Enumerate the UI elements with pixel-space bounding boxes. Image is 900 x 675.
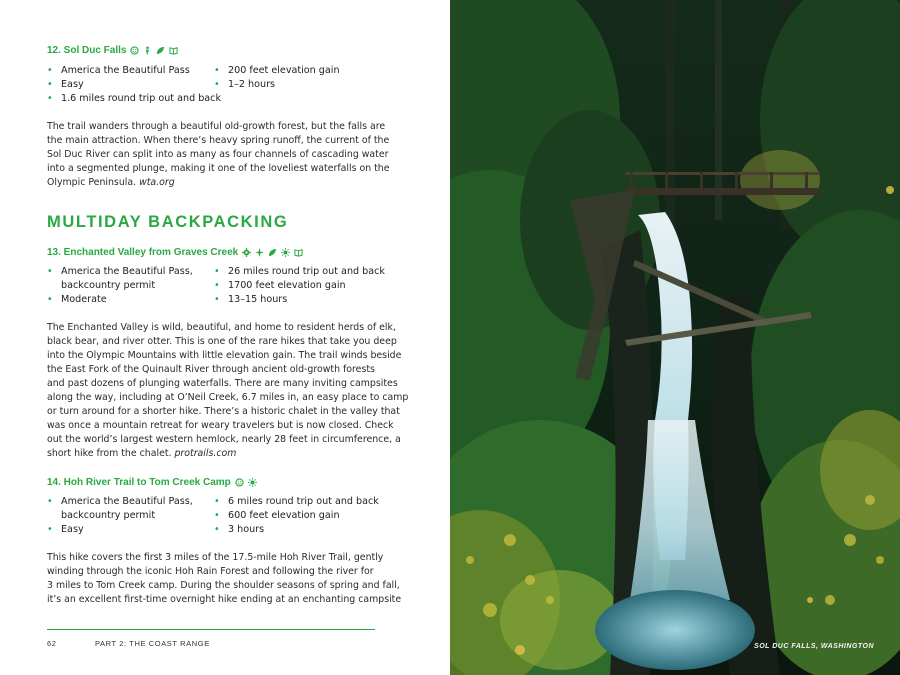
footer-rule xyxy=(47,629,375,630)
hike-12-title-text: 12. Sol Duc Falls xyxy=(47,45,127,56)
photo-caption: SOL DUC FALLS, WASHINGTON xyxy=(754,643,874,650)
sun-icon xyxy=(248,478,257,487)
hike-12-distance: • 1.6 miles round trip out and back xyxy=(47,93,222,104)
hike-12-source: wta.org xyxy=(139,177,175,188)
sparkle-icon xyxy=(255,248,264,257)
hike-12-description: The trail wanders through a beautiful old-growth forest, but the falls are the main attraction. When there’s heavy spring runoff, the current of the Sol Duc River can split into as many as four channels of cascading water into a segmented plunge, making it one of the loveliest waterfalls on the Olympic Peninsula. wta.org xyxy=(47,121,390,188)
hike-12-elevation: • 200 feet elevation gain xyxy=(214,65,340,76)
hike-13-difficulty: • Moderate xyxy=(47,294,107,305)
part-label: PART 2: THE COAST RANGE xyxy=(95,639,210,648)
sun-icon xyxy=(281,248,290,257)
hike-13-elevation: • 1700 feet elevation gain xyxy=(214,280,346,291)
hike-13-source: protrails.com xyxy=(174,448,237,459)
forest-waterfall-image xyxy=(450,0,900,675)
book-icon xyxy=(294,248,303,257)
hike-13-title xyxy=(47,247,303,258)
waterfall-photo xyxy=(450,0,900,675)
gear-flower-icon xyxy=(242,248,251,257)
smile-face-icon xyxy=(130,46,139,55)
hike-14-title-text: 14. Hoh River Trail to Tom Creek Camp xyxy=(47,477,231,488)
hike-14-permit: backcountry permit xyxy=(61,510,156,521)
hike-13-title-text: 13. Enchanted Valley from Graves Creek xyxy=(47,247,239,258)
hike-14-elevation: • 600 feet elevation gain xyxy=(214,510,340,521)
hike-14-distance: • 6 miles round trip out and back xyxy=(214,496,379,507)
hike-13-description: The Enchanted Valley is wild, beautiful, and home to resident herds of elk, black bear, and river otter. This is one of the rare hikes that take you deep into the Olympic Mountains with little elevation gain. The trail winds beside the East Fork of the Quinault River through ancient old-growth forests and past dozens of plunging waterfalls. There are many inviting campsites along the way, including at O’Neil Creek, 6.7 miles in, an easy place to camp or turn around for a shorter hike. There’s a historic chalet in the valley that was once a mountain retreat for weary travelers but is now closed. Check out the world’s largest western hemlock, nearly 28 feet in circumference, a short hike from the chalet. protrails.com xyxy=(47,322,409,459)
leaf-icon xyxy=(156,46,165,55)
hike-13-time: • 13–15 hours xyxy=(214,294,288,305)
hike-13-distance: • 26 miles round trip out and back xyxy=(214,266,385,277)
hike-12-title xyxy=(47,45,178,56)
hike-14-description: This hike covers the first 3 miles of the 17.5-mile Hoh River Trail, gently winding through the iconic Hoh Rain Forest and following the river for 3 miles to Tom Creek camp. During the shoulder seasons of spring and fall, it’s an excellent first-time overnight hike ending at an enchanting campsite xyxy=(47,552,402,605)
hike-14-time: • 3 hours xyxy=(214,524,265,535)
hike-14-title xyxy=(47,477,257,488)
section-heading: MULTIDAY BACKPACKING xyxy=(47,213,289,231)
hike-14-pass: • America the Beautiful Pass, xyxy=(47,496,193,507)
person-icon xyxy=(143,46,152,55)
hike-12-pass: • America the Beautiful Pass xyxy=(47,65,190,76)
smile-face-icon xyxy=(235,478,244,487)
leaf-icon xyxy=(268,248,277,257)
hike-13-pass: • America the Beautiful Pass, xyxy=(47,266,193,277)
book-icon xyxy=(169,46,178,55)
hike-12-difficulty: • Easy xyxy=(47,79,84,90)
page-number: 62 xyxy=(47,639,57,648)
hike-12-time: • 1–2 hours xyxy=(214,79,276,90)
hike-14-difficulty: • Easy xyxy=(47,524,84,535)
hike-13-permit: backcountry permit xyxy=(61,280,156,291)
